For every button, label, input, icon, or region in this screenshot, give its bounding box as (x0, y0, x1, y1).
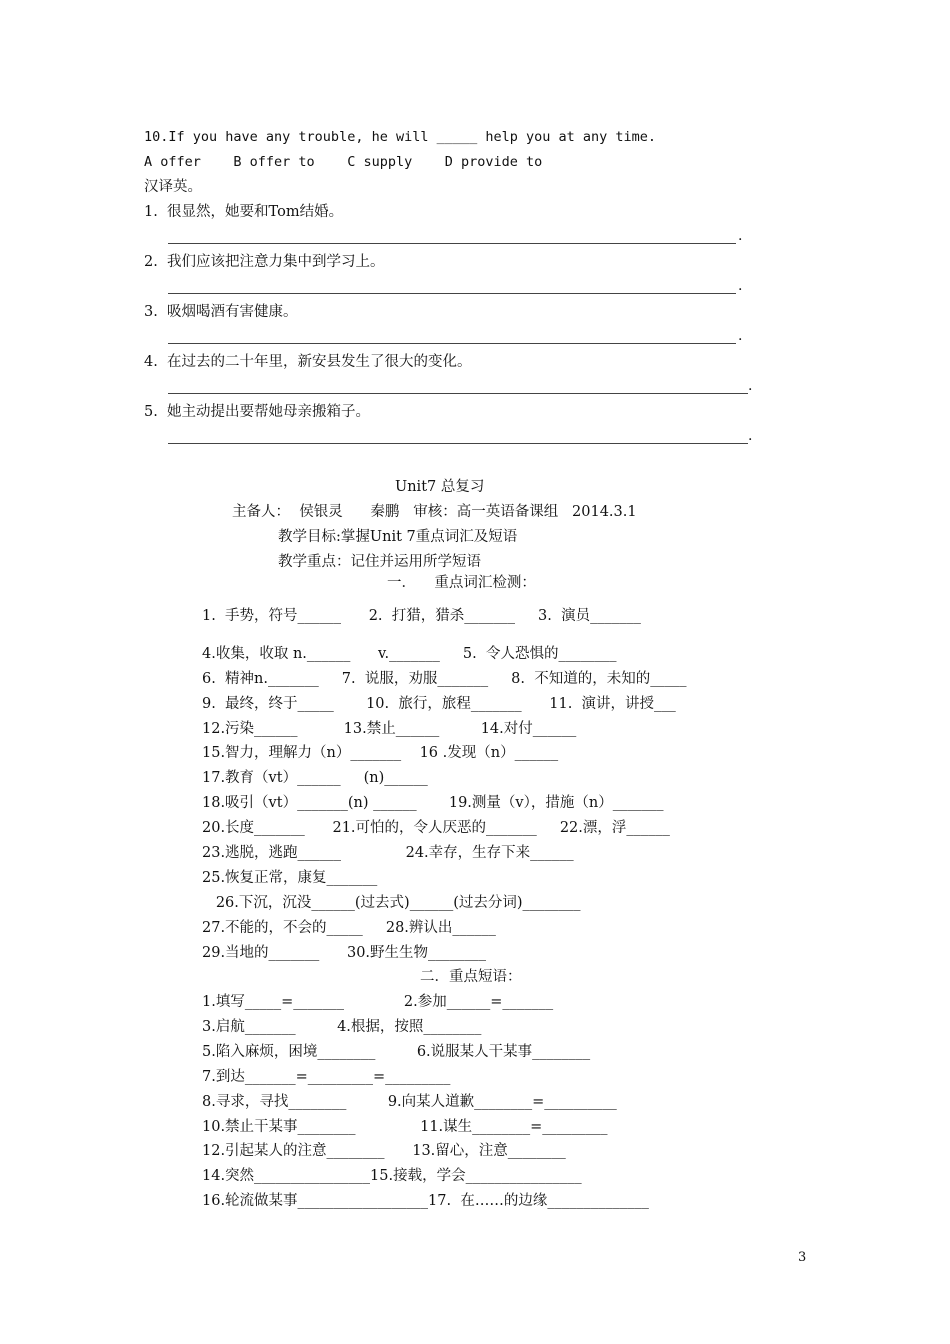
preparers-line: 主备人： 侯银灵 秦鹏 审核：高一英语备课组 2014.3.1 (232, 504, 637, 520)
unit-title: Unit7 总复习 (395, 479, 485, 495)
phrase-line-3: 5.陷入麻烦，困境________ 6.说服某人干某事________ (202, 1044, 591, 1060)
phrase-line-8: 14.突然________________15.接载，学会________________ (202, 1168, 582, 1184)
vocab-line-8: 18.吸引（vt）_______(n) ______ 19.测量（v），措施（n）_______ (202, 795, 664, 811)
answer-line-1 (168, 243, 736, 244)
teaching-goal: 教学目标:掌握Unit 7重点词汇及短语 (278, 529, 518, 545)
translation-heading: 汉译英。 (144, 179, 202, 195)
phrase-line-4: 7.到达_______=_________=_________ (202, 1069, 451, 1085)
phrase-line-9: 16.轮流做某事__________________17. 在……的边缘______________ (202, 1193, 649, 1209)
translation-item-1: 1. 很显然，她要和Tom结婚。 (144, 204, 344, 220)
vocab-line-14: 29.当地的_______ 30.野生生物________ (202, 945, 487, 961)
phrase-line-1: 1.填写_____=_______ 2.参加______=_______ (202, 994, 554, 1010)
vocab-line-5: 12.污染______ 13.禁止______ 14.对付______ (202, 721, 577, 737)
vocab-line-12: 26.下沉，沉没______(过去式)______(过去分词)________ (202, 895, 581, 911)
vocab-line-7: 17.教育（vt）______ (n)______ (202, 770, 428, 786)
question-10-options: A offer B offer to C supply D provide to (144, 154, 543, 170)
answer-line-4 (168, 393, 748, 394)
vocab-line-6: 15.智力，理解力（n）_______ 16 .发现（n）______ (202, 745, 559, 761)
phrase-heading: 二．重点短语： (420, 969, 522, 985)
end-mark-5: . (748, 428, 753, 444)
vocab-line-13: 27.不能的，不会的_____ 28.辨认出______ (202, 920, 496, 936)
vocab-line-4: 9. 最终，终于_____ 10. 旅行，旅程_______ 11. 演讲，讲授___ (202, 696, 676, 712)
vocab-line-3: 6. 精神n._______ 7. 说服，劝服_______ 8. 不知道的，未知的_____ (202, 671, 687, 687)
answer-line-2 (168, 293, 736, 294)
vocab-heading: 一． 重点词汇检测： (387, 575, 536, 591)
answer-line-5 (168, 443, 748, 444)
answer-line-3 (168, 343, 736, 344)
translation-item-2: 2. 我们应该把注意力集中到学习上。 (144, 254, 385, 270)
page-number: 3 (798, 1250, 807, 1265)
vocab-line-1: 1. 手势，符号______ 2. 打猎，猎杀_______ 3. 演员_______ (202, 608, 641, 624)
phrase-line-2: 3.启航_______ 4.根据，按照________ (202, 1019, 482, 1035)
translation-item-5: 5. 她主动提出要帮她母亲搬箱子。 (144, 404, 371, 420)
end-mark-1: . (738, 228, 743, 244)
end-mark-2: . (738, 278, 743, 294)
phrase-line-5: 8.寻求，寻找________ 9.向某人道歉________=__________ (202, 1094, 617, 1110)
end-mark-4: . (748, 378, 753, 394)
vocab-line-11: 25.恢复正常，康复_______ (202, 870, 378, 886)
vocab-line-2: 4.收集，收取 n.______ v._______ 5. 令人恐惧的________ (202, 646, 617, 662)
phrase-line-6: 10.禁止干某事________ 11.谋生________=_________ (202, 1119, 608, 1135)
vocab-line-10: 23.逃脱，逃跑______ 24.幸存，生存下来______ (202, 845, 574, 861)
question-10-stem: 10.If you have any trouble, he will _____ help you at any time. (144, 129, 657, 145)
phrase-line-7: 12.引起某人的注意________ 13.留心，注意________ (202, 1143, 566, 1159)
vocab-line-9: 20.长度_______ 21.可怕的，令人厌恶的_______ 22.漂，浮______ (202, 820, 670, 836)
translation-item-3: 3. 吸烟喝酒有害健康。 (144, 304, 298, 320)
end-mark-3: . (738, 328, 743, 344)
translation-item-4: 4. 在过去的二十年里，新安县发生了很大的变化。 (144, 354, 472, 370)
teaching-focus: 教学重点：记住并运用所学短语 (278, 554, 481, 570)
